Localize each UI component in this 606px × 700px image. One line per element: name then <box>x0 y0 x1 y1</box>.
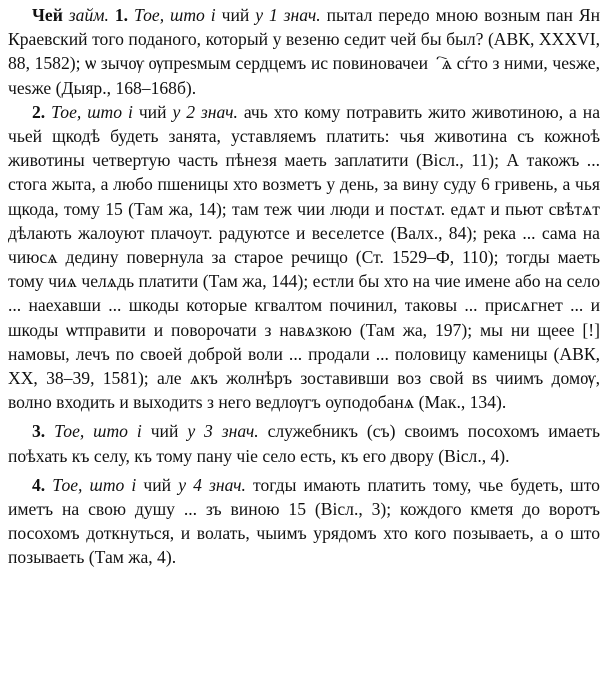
sense-3-definition-tail: у 3 знач. <box>187 421 259 442</box>
sense-1-text: пытал передо мною возным пан Ян Краевский того поданого, который у везеню седит чей бы был? (АВК, XXXVI, 88, 1582); ѡ зычѹ ѹпреѕмым сердцемъ ис повиновачеиⷧ҇ѧ сѓто з ними, чеѕже, чеѕже (Дыяр., 168–168б). <box>8 5 601 98</box>
sense-4-text: тогды имають платить тому, чье будеть, што иметъ на свою душу ... зъ виною 15 (Вісл., 3); кождого кметя до воротъ посохомъ доткнуться, и волать, чыимъ урядомъ хто кого позываеть, а о што позываеть (Там жа, 4). <box>8 474 600 568</box>
sense-4-definition-tail: у 4 знач. <box>178 474 246 495</box>
dictionary-page <box>8 3 600 570</box>
sense-1-definition: Тое, што і <box>133 5 216 25</box>
sense-2-text: ачь хто кому потравить жито животиною, а на чьей щкодѣ будеть занята, уставляемъ платить: чья животина съ кожноѣ животины четвертую часть пѣнезя маеть заплатити (Вісл., 11); А такожъ ... стога жыта, а любо пшеницы хто возметъ у день, за вину суду 6 гривень, а чья щкода, тому 15 (Там жа, 14); там теж чии люди и постѧт. едѧт и пьют свѣтѧт дѣлають жалоуют плачоут. радуютсе и веселетсе (Валх., 84); река ... сама на чиюсѧ дедину повернула за старое речищо (Ст. 1529–Ф, 110); тогды маеть тому чиѧ челѧдь платити (Там жа, 144); естли бы хто на чие имене або на село ... наехавши ... шкоды которые кгвалтом починил, таковы ... присѧгнет ... и шкоды ѡтправити и поворочати з навѧзкою (Там жа, 197); мы ни щеее [!] намовы, лечъ по своей доброй воли ... продали ... половицу каменицы (АВК, XX, 38–39, 1581); але ѧкъ жолнѣръ зоставивши воз свой вѕ чиимъ домѹ, волно входить и выходитѕ з него ведлѹгъ оуподобанѧ (Мак., 134). <box>8 101 601 413</box>
sense-4-paragraph <box>8 473 600 570</box>
headword-pos: займ. <box>68 5 109 25</box>
headword: Чей <box>32 5 63 25</box>
sense-4-definition: Тое, што і <box>52 474 137 495</box>
sense-1-paragraph <box>8 3 600 100</box>
sense-1-number: 1. <box>114 5 129 25</box>
sense-2-paragraph <box>8 100 600 415</box>
sense-3-definition-word: чий <box>150 421 179 442</box>
sense-1-definition-tail: у 1 знач. <box>255 5 321 25</box>
sense-3-definition: Тое, што і <box>54 421 142 442</box>
sense-4-definition-word: чий <box>143 474 172 495</box>
sense-2-number: 2. <box>32 101 46 122</box>
sense-2-definition-tail: у 2 знач. <box>172 101 238 122</box>
sense-3-number: 3. <box>32 421 46 442</box>
sense-1-definition-word: чий <box>221 5 250 25</box>
sense-3-text: служебникъ (съ) своимъ посохомъ имаеть поѣхать къ селу, къ тому пану чіе село есть, къ его двору (Вісл., 4). <box>8 421 601 466</box>
sense-2-definition: Тое, што і <box>51 101 133 122</box>
sense-2-definition-word: чий <box>138 101 167 122</box>
sense-3-paragraph <box>8 419 600 467</box>
sense-4-number: 4. <box>32 474 46 495</box>
